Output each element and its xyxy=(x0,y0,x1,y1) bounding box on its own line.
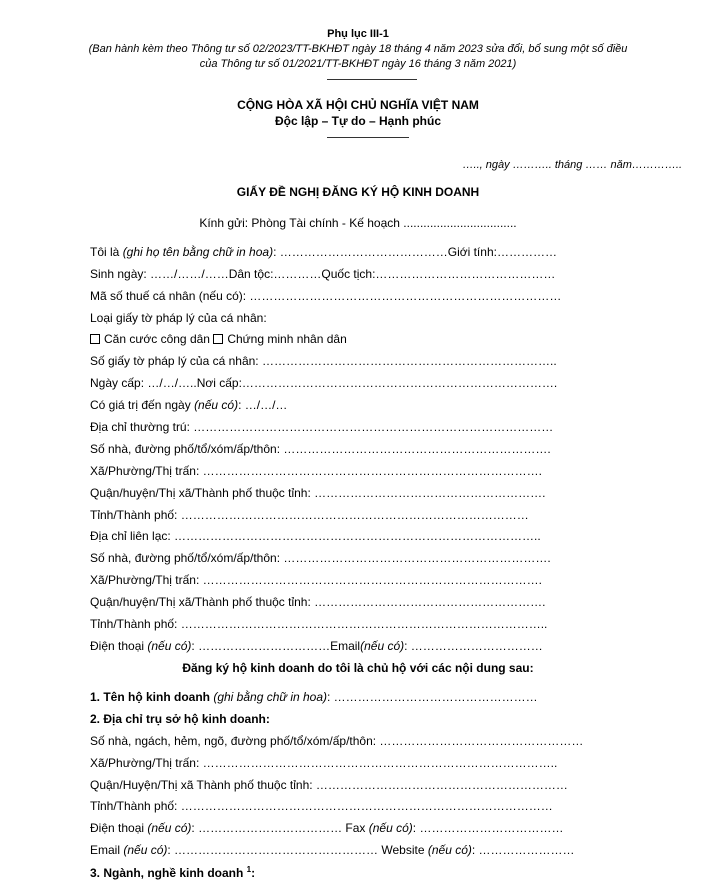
contact-ward-field: Xã/Phường/Thị trấn: …………………………………………………………………………. xyxy=(90,573,542,587)
citizen-id-label: Căn cước công dân xyxy=(104,332,210,346)
contact-district-field: Quận/huyện/Thị xã/Thành phố thuộc tỉnh: …………………………………………………. xyxy=(90,595,546,609)
footnote-marker: 1 xyxy=(246,865,252,874)
perm-street-field: Số nhà, đường phố/tổ/xóm/ấp/thôn: …………………………………………………………. xyxy=(90,442,551,456)
permanent-address-field: Địa chỉ thường trú: ……………………………………………………………………………… xyxy=(90,420,554,434)
business-district-field: Quận/Huyện/Thị xã Thành phố thuộc tỉnh: ……………………………………………………… xyxy=(90,778,568,792)
business-phone-fax-field: Điện thoại (nếu có): ……………………………… Fax (nếu có): ……………………………… xyxy=(90,821,564,835)
tax-code-field: Mã số thuế cá nhân (nếu có): …………………………………………………………………… xyxy=(90,289,562,303)
header-divider xyxy=(327,79,417,80)
date-line: ….., ngày ……….. tháng …… năm………….. xyxy=(462,159,682,171)
recipient-line: Kính gửi: Phòng Tài chính - Kế hoạch .................................. xyxy=(199,216,517,230)
nation-name: CỘNG HÒA XÃ HỘI CHỦ NGHĨA VIỆT NAM xyxy=(237,98,479,112)
legal-doc-options xyxy=(90,332,347,346)
business-name-field: 1. Tên hộ kinh doanh (ghi bằng chữ in hoa): …………………………………………… xyxy=(90,690,538,704)
perm-district-field: Quận/huyện/Thị xã/Thành phố thuộc tỉnh: …………………………………………………. xyxy=(90,486,546,500)
business-lines-heading: 3. Ngành, nghề kinh doanh $^1$: xyxy=(90,865,256,880)
citizen-id-checkbox[interactable] xyxy=(90,334,100,344)
id-card-checkbox[interactable] xyxy=(213,334,223,344)
business-province-field: Tỉnh/Thành phố: ………………………………………………………………………………… xyxy=(90,799,553,813)
id-card-label: Chứng minh nhân dân xyxy=(227,332,347,346)
contact-province-field: Tỉnh/Thành phố: ……………………………………………………………………………….. xyxy=(90,617,548,631)
owner-name-field: Tôi là (ghi họ tên bằng chữ in hoa): ……………………………………Giới tính:…………… xyxy=(90,245,557,259)
issue-date-field: Ngày cấp: …/…/…..Nơi cấp:……………………………………………………………………. xyxy=(90,376,558,390)
appendix-title: Phụ lục III-1 xyxy=(327,28,389,40)
perm-province-field: Tỉnh/Thành phố: …………………………………………………………………………… xyxy=(90,508,529,522)
legal-doc-number-field: Số giấy tờ pháp lý của cá nhân: ……………………………………………………………….. xyxy=(90,354,557,368)
business-street-field: Số nhà, ngách, hẻm, ngõ, đường phố/tổ/xóm/ấp/thôn: …………………………………………… xyxy=(90,734,584,748)
appendix-note-line-2: của Thông tư số 01/2021/TT-BKHĐT ngày 16 tháng 3 năm 2021) xyxy=(199,58,517,70)
phone-email-field: Điện thoại (nếu có): ……………………………Email(nếu có): …………………………… xyxy=(90,639,543,653)
valid-until-field: Có giá trị đến ngày (nếu có): …/…/… xyxy=(90,398,288,412)
contact-street-field: Số nhà, đường phố/tổ/xóm/ấp/thôn: …………………………………………………………. xyxy=(90,551,551,565)
registration-intro: Đăng ký hộ kinh doanh do tôi là chủ hộ với các nội dung sau: xyxy=(182,661,534,675)
perm-ward-field: Xã/Phường/Thị trấn: …………………………………………………………………………. xyxy=(90,464,542,478)
dob-field: Sinh ngày: ……/……/……Dân tộc:…………Quốc tịch:……………………………………… xyxy=(90,267,556,281)
business-ward-field: Xã/Phường/Thị trấn: …………………………………………………………………………….. xyxy=(90,756,558,770)
motto-divider xyxy=(327,137,409,138)
legal-doc-type-label: Loại giấy tờ pháp lý của cá nhân: xyxy=(90,311,267,325)
contact-address-field: Địa chỉ liên lạc: ……………………………………………………………………………….. xyxy=(90,529,541,543)
document-title: GIẤY ĐỀ NGHỊ ĐĂNG KÝ HỘ KINH DOANH xyxy=(236,185,480,199)
national-motto: Độc lập – Tự do – Hạnh phúc xyxy=(274,114,442,128)
appendix-note-line-1: (Ban hành kèm theo Thông tư số 02/2023/TT-BKHĐT ngày 18 tháng 4 năm 2023 sửa đổi, bổ sung một số điều xyxy=(88,43,628,55)
business-address-heading: 2. Địa chỉ trụ sở hộ kinh doanh: xyxy=(90,712,270,726)
business-email-website-field: Email (nếu có): …………………………………………… Website (nếu có): …………………… xyxy=(90,843,575,857)
